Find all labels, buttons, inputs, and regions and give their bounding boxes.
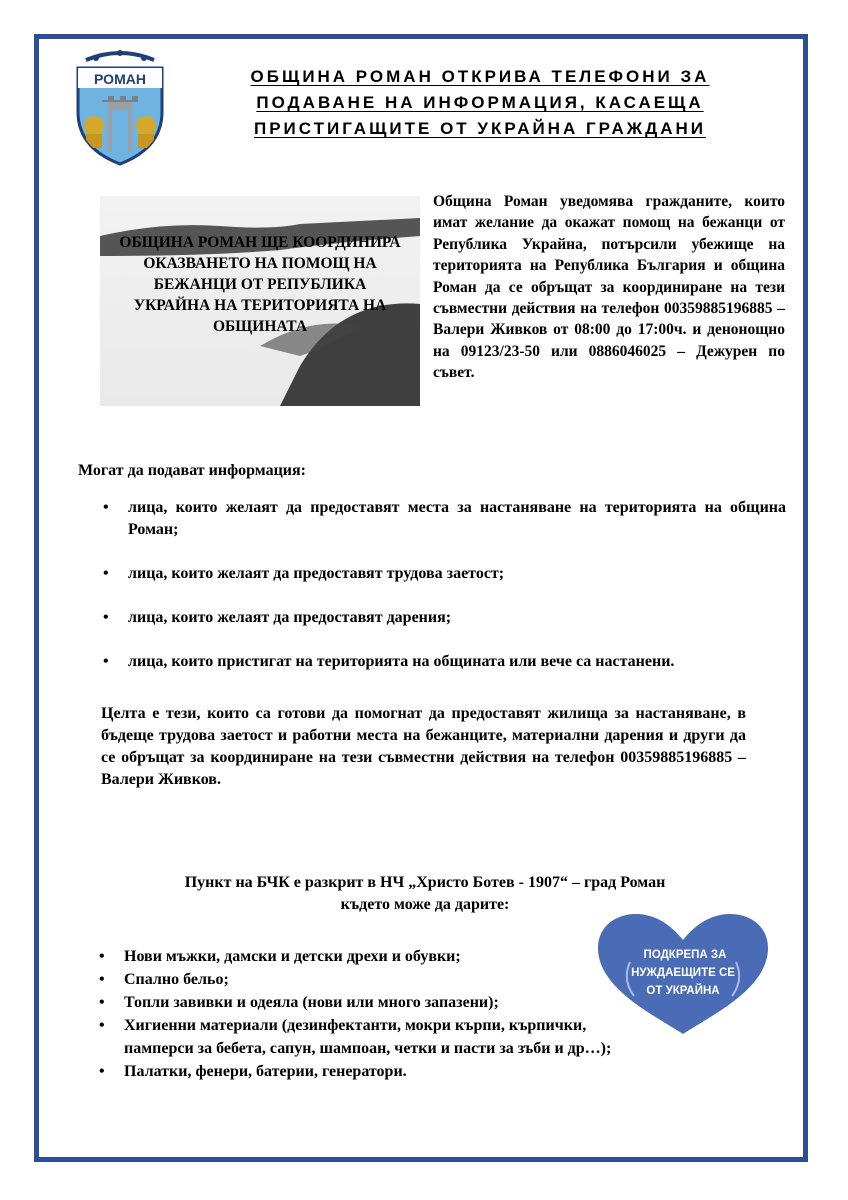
bullet-icon: • (103, 609, 109, 626)
support-heart-icon (592, 910, 774, 1038)
title-line-3: ПРИСТИГАЩИТЕ ОТ УКРАЙНА ГРАЖДАНИ (254, 119, 706, 138)
bullet-icon: • (99, 1063, 105, 1080)
heart-line-1: ПОДКРЕПА ЗА (643, 949, 727, 961)
page-title (210, 64, 750, 142)
list-item: • лица, които желаят да предоставят трудова заетост; (100, 563, 786, 585)
goal-paragraph: Целта е тези, които са готови да помогнат да предоставят жилища за настаняване, в бъдеще трудова заетост и работни места на бежанците, материални дарения и други да се обръщат за координиране на тези съвместни действия на телефон 00359885196885 – Валери Живков. (101, 705, 746, 788)
coat-of-arms-logo (72, 50, 168, 166)
list-item: • Спално бельо; (96, 968, 626, 991)
bullet-icon: • (103, 499, 109, 516)
title-line-1: ОБЩИНА РОМАН ОТКРИВА ТЕЛЕФОНИ ЗА (250, 67, 710, 86)
notice-paragraph: Община Роман уведомява гражданите, които имат желание да окажат помощ на бежанци от Република Украйна, потърсили убежище на територията на Република България и община Роман да се обръщат за координиране на тези съвместни действия на телефон 00359885196885 – Валери Живков от 08:00 до 17:00ч. и денонощно на 09123/23-50 или 0886046025 – Дежурен по съвет. (433, 193, 785, 382)
bullet-icon: • (99, 971, 105, 988)
list-item: • Палатки, фенери, батерии, генератори. (96, 1060, 626, 1083)
list-item: • Топли завивки и одеяла (нови или много запазени); (96, 991, 626, 1014)
logo-text: РОМАН (94, 71, 146, 87)
info-section-label: Могат да подават информация: (78, 462, 307, 479)
donation-list (96, 945, 626, 1083)
heart-line-3: ОТ УКРАЙНА (646, 985, 720, 997)
bullet-icon: • (99, 1017, 105, 1034)
bchk-line-1: Пункт на БЧК е разкрит в НЧ „Христо Ботев - 1907“ – град Роман (184, 874, 666, 891)
title-line-2: ПОДАВАНЕ НА ИНФОРМАЦИЯ, КАСАЕЩА (256, 93, 704, 112)
bchk-line-2: където може да дарите: (340, 896, 510, 913)
list-item: • лица, които желаят да предоставят места за настаняване на територията на община Роман; (103, 499, 786, 538)
bullet-icon: • (103, 653, 109, 670)
list-item: • Хигиенни материали (дезинфектанти, мокри кърпи, кърпички, памперси за бебета, сапун, шампоан, четки и пасти за зъби и др…); (96, 1014, 626, 1060)
bullet-icon: • (103, 565, 109, 582)
bullet-icon: • (99, 994, 105, 1011)
list-item: • лица, които желаят да предоставят дарения; (100, 607, 786, 629)
heart-line-2: НУЖДАЕЩИТЕ СЕ (631, 967, 735, 979)
info-list (100, 497, 786, 695)
list-item: • лица, които пристигат на територията на общината или вече са настанени. (100, 651, 786, 673)
photo-caption: ОБЩИНА РОМАН ЩЕ КООРДИНИРА ОКАЗВАНЕТО НА ПОМОЩ НА БЕЖАНЦИ ОТ РЕПУБЛИКА УКРАЙНА НА ТЕРИТОРИЯТА НА ОБЩИНАТА (119, 234, 401, 335)
list-item: • Нови мъжки, дамски и детски дрехи и обувки; (96, 945, 626, 968)
bullet-icon: • (99, 948, 105, 965)
